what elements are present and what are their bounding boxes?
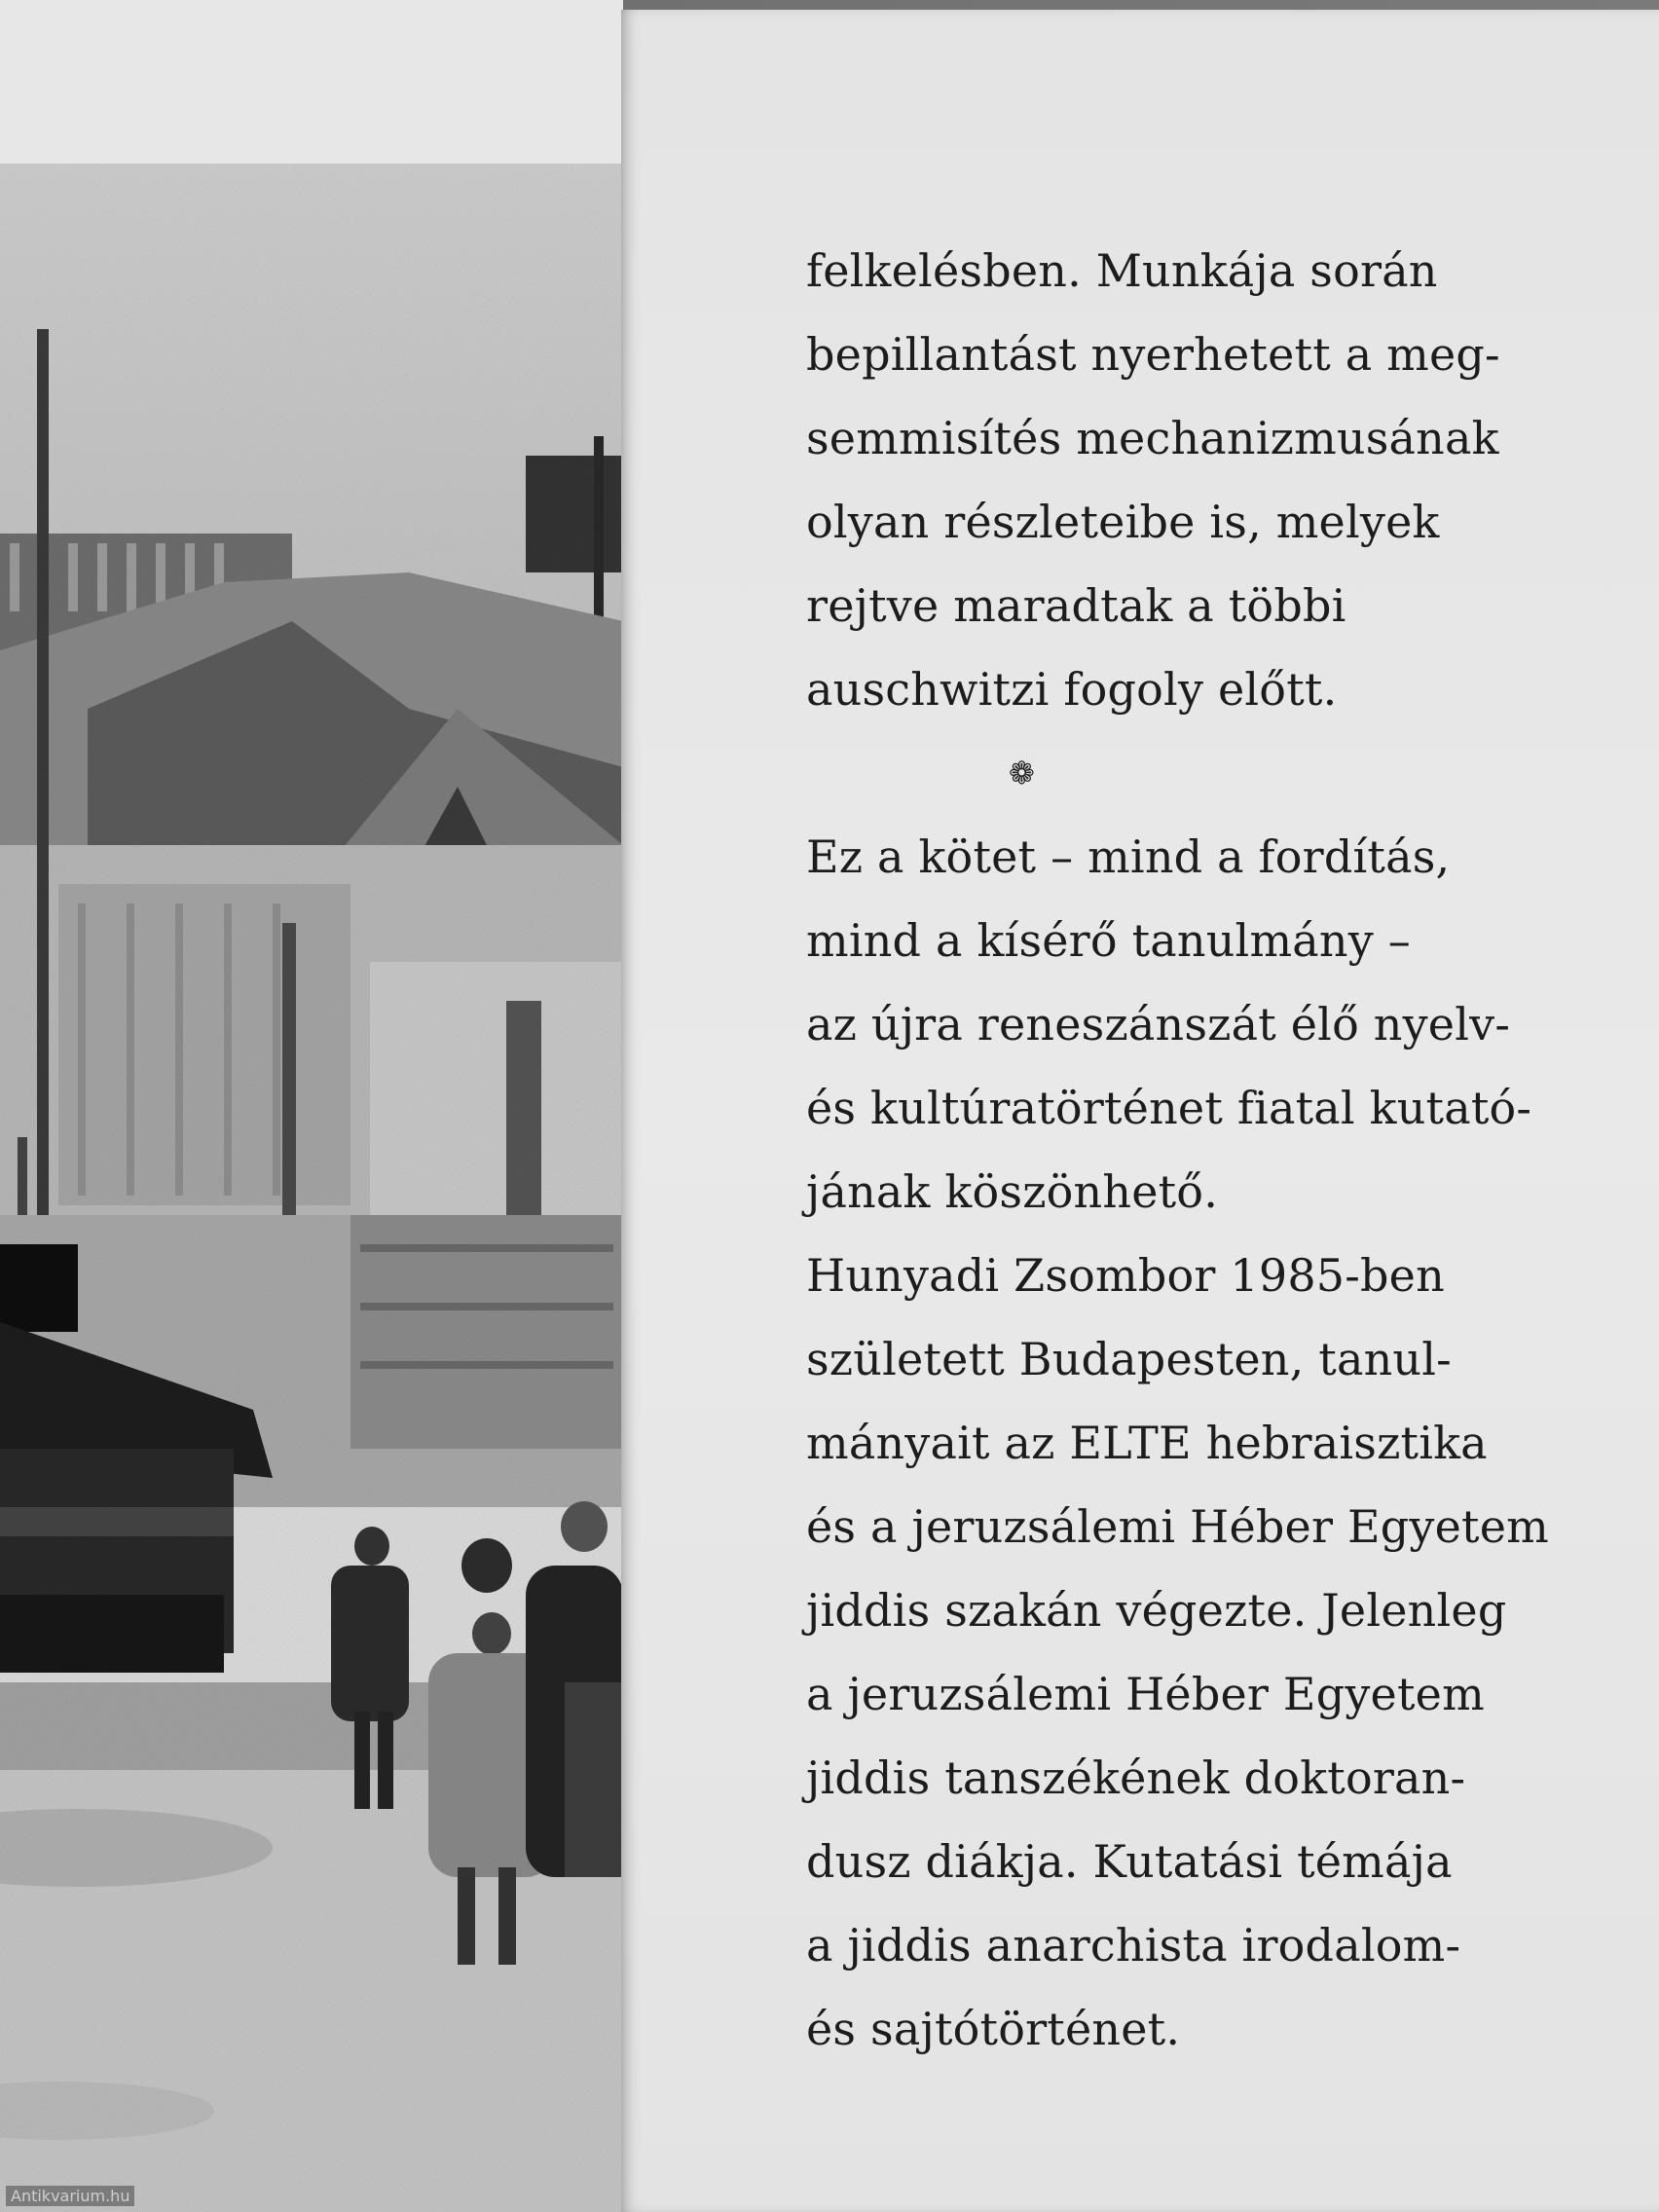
text-line: semmisítés mechanizmusának	[806, 412, 1499, 464]
watermark: Antikvarium.hu	[6, 2186, 134, 2206]
text-line: Hunyadi Zsombor 1985-ben	[806, 1249, 1445, 1302]
text-line: auschwitzi fogoly előtt.	[806, 663, 1338, 716]
text-line: a jeruzsálemi Héber Egyetem	[806, 1668, 1485, 1720]
text-line: Ez a kötet – mind a fordítás,	[806, 830, 1451, 883]
text-line: és kultúratörténet fiatal kutató-	[806, 1082, 1532, 1134]
text-line: és sajtótörténet.	[806, 2003, 1181, 2055]
historical-photo	[0, 164, 623, 2212]
text-line: az újra reneszánszát élő nyelv-	[806, 998, 1511, 1051]
text-line: dusz diákja. Kutatási témája	[806, 1835, 1453, 1888]
text-line: mányait az ELTE hebraisztika	[806, 1417, 1488, 1469]
text-line: jiddis szakán végezte. Jelenleg	[806, 1584, 1507, 1637]
right-page	[621, 10, 1659, 2212]
text-line: rejtve maradtak a többi	[806, 579, 1346, 632]
flower-ornament-icon: ❁	[1009, 755, 1036, 792]
left-page	[0, 0, 623, 2212]
text-line: olyan részleteibe is, melyek	[806, 496, 1440, 548]
text-line: bepillantást nyerhetett a meg-	[806, 328, 1500, 381]
text-line: és a jeruzsálemi Héber Egyetem	[806, 1500, 1549, 1553]
text-line: mind a kísérő tanulmány –	[806, 914, 1411, 967]
text-line: jának köszönhető.	[806, 1165, 1219, 1218]
text-column	[806, 229, 1643, 2071]
text-line: született Budapesten, tanul-	[806, 1333, 1452, 1385]
text-line: a jiddis anarchista irodalom-	[806, 1919, 1461, 1972]
text-line: jiddis tanszékének doktoran-	[806, 1751, 1466, 1804]
text-line: felkelésben. Munkája során	[806, 244, 1438, 297]
